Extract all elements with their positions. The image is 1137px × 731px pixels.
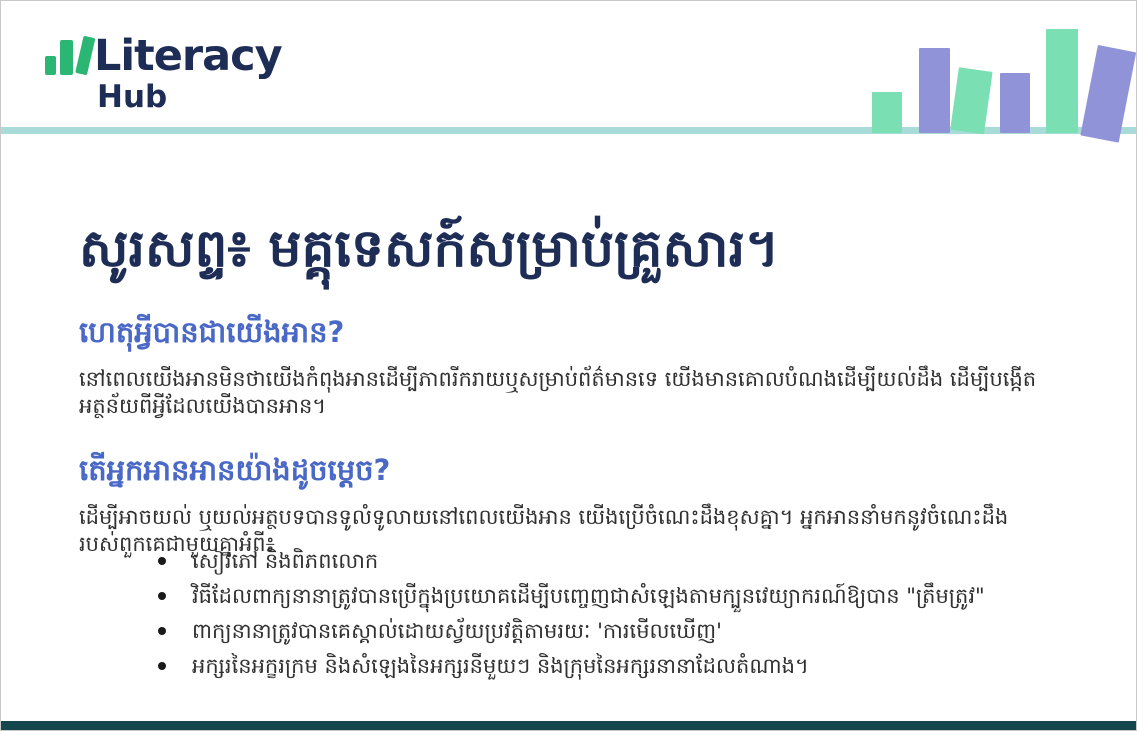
decor-book-icon: [919, 48, 950, 133]
section-paragraph: ដើម្បីអាចយល់ ឬយល់អត្ថបទបានទូលំទូលាយនៅពេលយើងអាន យើងប្រើចំណេះដឹងខុសគ្នា។ អ្នកអាននាំមកនូវចំណេះដឹងរបស់ពួកគេជាមួយគ្នាអំពី៖: [79, 505, 1009, 556]
section-heading-how-readers-read: តើអ្នកអានអានយ៉ាងដូចម្ដេច?: [79, 453, 391, 488]
footer-accent-bar: [1, 721, 1137, 730]
list-item-text: វិធីដែលពាក្យនានាត្រូវបានប្រើក្នុងប្រយោគដើម្បីបញ្ចេញជាសំឡេងតាមក្បួនវេយ្យាករណ៍ឱ្យបាន "ត្រឹមត្រូវ": [192, 584, 985, 608]
brand-name-hub: Hub: [97, 79, 168, 115]
logo-book-bar-icon: [45, 56, 56, 75]
list-item: [156, 617, 1041, 645]
brand-name-literacy: Literacy: [94, 31, 282, 81]
list-item: [156, 582, 1041, 610]
decor-book-icon: [1046, 29, 1078, 133]
bullet-dot-icon: [158, 557, 166, 565]
section-heading-why-we-read: ហេតុអ្វីបានជាយើងអាន?: [79, 315, 345, 350]
page-title: សូរសព្ទ៖ មគ្គុទេសក៍សម្រាប់គ្រួសារ។: [79, 218, 780, 279]
list-item-text: ពាក្យនានាត្រូវបានគេស្គាល់ដោយស្វ័យប្រវត្តិតាមរយៈ 'ការមើលឃើញ': [192, 619, 722, 643]
section-paragraph: នៅពេលយើងអានមិនថាយើងកំពុងអានដើម្បីភាពរីករាយឬសម្រាប់ព័ត៌មានទេ យើងមានគោលបំណងដើម្បីយល់ដឹង ដើម្បីបង្កើតអត្ថន័យពីអ្វីដែលយើងបានអាន។: [79, 367, 1037, 418]
knowledge-bullet-list: [156, 547, 1041, 687]
decor-book-tilted-icon: [950, 67, 992, 134]
list-item: [156, 547, 1041, 575]
bullet-dot-icon: [158, 627, 166, 635]
bullet-dot-icon: [158, 662, 166, 670]
decor-book-icon: [872, 92, 902, 133]
list-item-text: អក្សរនៃអក្ខរក្រម និងសំឡេងនៃអក្សរនីមួយៗ និងក្រុមនៃអក្សរនានាដែលតំណាង។: [192, 654, 809, 678]
logo-book-bar-icon: [60, 40, 73, 75]
list-item: [156, 652, 1041, 680]
decor-book-icon: [1000, 73, 1030, 133]
bullet-dot-icon: [158, 592, 166, 600]
logo-book-tilted-icon: [75, 36, 95, 76]
list-item-text: សៀវភៅ និងពិភពលោក: [192, 549, 379, 573]
